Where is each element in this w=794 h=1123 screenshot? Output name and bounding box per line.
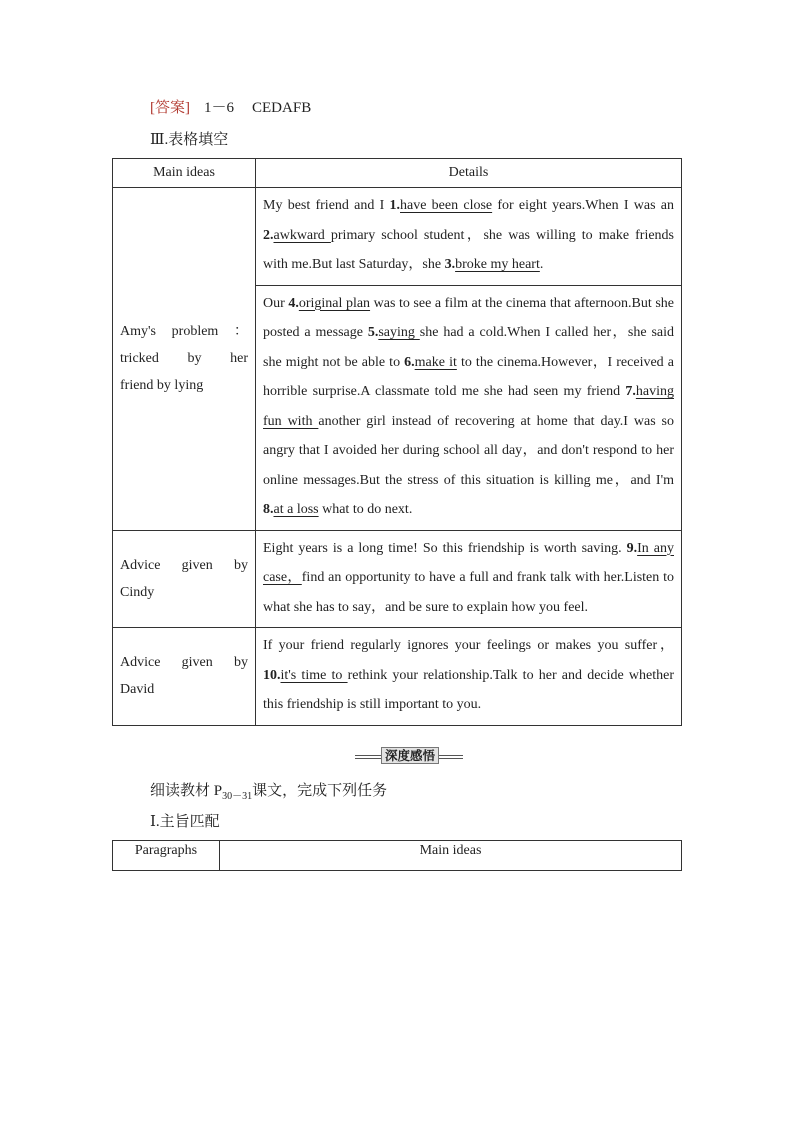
answer-text: CEDAFB [252,100,312,116]
idea-line: tricked by her [120,351,248,367]
paragraph-table [112,840,682,871]
section-title-main-idea: Ⅰ.主旨匹配 [150,814,220,830]
answer-tag: [答案] [150,100,190,116]
header-details: Details [256,159,682,188]
idea-advice-cindy [113,530,256,628]
idea-amy-problem [113,188,256,531]
answer-blank-4: original plan [298,295,371,311]
table-row-david [113,628,682,726]
answer-blank-7: having fun with [263,384,674,429]
idea-line: Amy's problem ： [120,324,248,340]
idea-line: Advice given by [120,655,248,671]
details-table [112,158,682,726]
answer-blank-6: make it [414,354,457,370]
header-paragraphs: Paragraphs [113,841,220,871]
badge-rule-right-2 [439,758,463,759]
answer-range: 1－6 [204,100,235,116]
table-header-row [113,841,682,871]
idea-line: Advice given by [120,557,248,573]
table-header-row [113,159,682,188]
idea-advice-david [113,628,256,726]
badge-rule-right [439,755,463,756]
section-title-table-fill: Ⅲ.表格填空 [150,132,229,148]
answer-blank-2: awkward [273,227,331,243]
reading-instruction: 细读教材 $P_{30-31}$课文，完成下列任务 [150,783,388,802]
answer-blank-9: In any case， [263,540,674,585]
header-main-ideas-2: Main ideas [220,841,682,871]
table-row-cindy [113,530,682,628]
details-block-2: Our 4.original plan was to see a film at the cinema that afternoon.But she posted a message 5.saying she had a cold.When I called her，she said she might not be able to 6.make it to the cinema.However，I received a horrible surprise.A classmate told me she had seen my friend 7.having fun with another girl instead of recovering at home that day.I was so angry that I avoided her during school all day，and don't respond to her online messages.But the stress of this situation is killing me，and I'm 8.at a loss what to do next. [256,285,682,530]
badge-label: 深度感悟 [381,747,439,764]
idea-line: David [120,682,155,698]
badge-rule-left [355,755,381,756]
answer-line [150,96,311,117]
badge-rule-left-2 [355,758,381,759]
idea-line: friend by lying [120,378,204,394]
table-row-amy-1 [113,188,682,286]
idea-line: Cindy [120,584,155,600]
answer-blank-1: have been close [400,198,493,213]
details-block-1: My best friend and I 1.have been close for eight years.When I was an 2.awkward primary school student，she was willing to make friends with me.But last Saturday，she 3.broke my heart. [256,188,682,286]
answer-blank-5: saying [378,325,420,340]
answer-blank-8: at a loss [273,502,319,517]
deep-insight-badge [355,747,463,763]
details-block-4: If your friend regularly ignores your feelings or makes you suffer，10.it's time to rethink your relationship.Talk to her and decide whether this friendship is still important to you. [256,628,682,726]
answer-blank-3: broke my heart [455,257,540,272]
header-main-ideas: Main ideas [113,159,256,188]
answer-blank-10: it's time to [280,667,348,683]
details-block-3: Eight years is a long time! So this friendship is worth saving. 9.In any case，find an opportunity to have a full and frank talk with her.Listen to what she has to say，and be sure to explain how you feel. [256,530,682,628]
